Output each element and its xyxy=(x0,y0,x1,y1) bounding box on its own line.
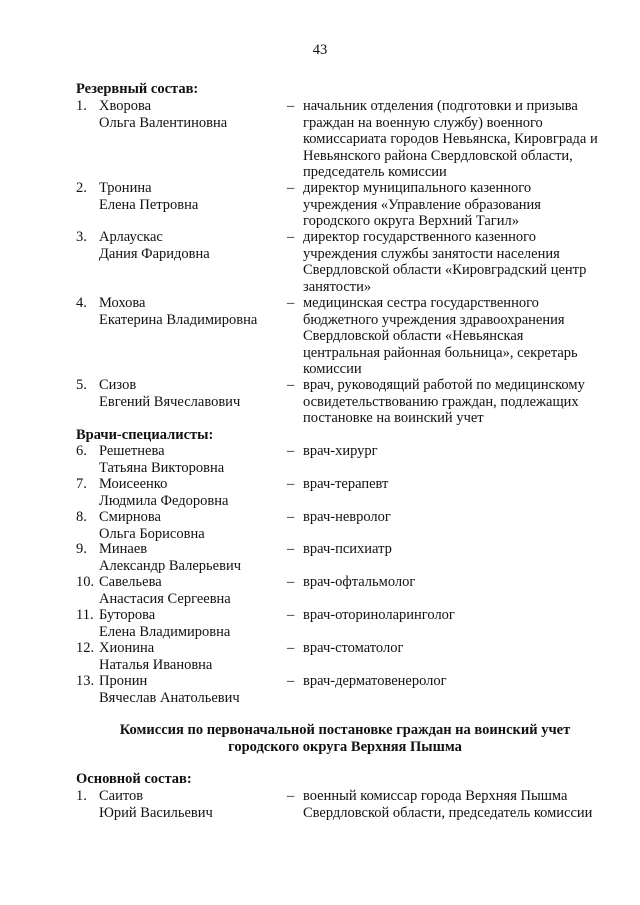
item-number: 1. xyxy=(76,98,87,114)
position-description xyxy=(303,98,623,181)
desc-line: начальник отделения (подготовки и призыва xyxy=(303,98,578,114)
desc-line: комиссии xyxy=(303,361,362,377)
dash: – xyxy=(287,443,295,459)
desc-line: председатель комиссии xyxy=(303,164,447,180)
person-name xyxy=(99,180,289,213)
dash: – xyxy=(287,98,295,114)
desc-line: учреждения «Управление образования xyxy=(303,196,541,213)
person-name xyxy=(99,476,289,509)
given-names: Александр Валерьевич xyxy=(99,557,241,574)
desc-line: граждан на военную службу) военного xyxy=(303,114,543,131)
desc-line: врач, руководящий работой по медицинскому xyxy=(303,377,585,393)
item-number: 13. xyxy=(76,673,95,689)
position-description xyxy=(303,574,623,591)
desc-line: врач-психиатр xyxy=(303,541,392,557)
dash: – xyxy=(287,541,295,557)
desc-line: врач-хирург xyxy=(303,443,378,459)
desc-line: врач-терапевт xyxy=(303,476,389,492)
position-description xyxy=(303,443,623,460)
person-name xyxy=(99,640,289,673)
dash: – xyxy=(287,476,295,492)
position-description xyxy=(303,229,623,295)
person-name xyxy=(99,377,289,410)
item-number: 3. xyxy=(76,229,87,245)
person-name xyxy=(99,509,289,542)
dash: – xyxy=(287,640,295,656)
person-name xyxy=(99,229,289,262)
page-number: 43 xyxy=(312,42,328,58)
surname: Пронин xyxy=(99,673,148,689)
given-names: Ольга Борисовна xyxy=(99,525,205,542)
desc-line: военный комиссар города Верхняя Пышма xyxy=(303,788,568,804)
position-description xyxy=(303,673,623,690)
person-name xyxy=(99,673,289,706)
item-number: 9. xyxy=(76,541,87,557)
given-names: Юрий Васильевич xyxy=(99,804,213,821)
surname: Тронина xyxy=(99,180,152,196)
given-names: Татьяна Викторовна xyxy=(99,459,225,476)
item-number: 5. xyxy=(76,377,87,393)
position-description xyxy=(303,377,623,427)
desc-line: комиссариата городов Невьянска, Кировграда и xyxy=(303,131,598,147)
given-names: Дания Фаридовна xyxy=(99,245,210,262)
item-number: 12. xyxy=(76,640,95,656)
surname: Моисеенко xyxy=(99,476,168,492)
surname: Смирнова xyxy=(99,509,161,525)
position-description xyxy=(303,788,623,821)
item-number: 7. xyxy=(76,476,87,492)
given-names: Ольга Валентиновна xyxy=(99,114,228,131)
position-description xyxy=(303,295,623,378)
dash: – xyxy=(287,377,295,393)
desc-line: врач-стоматолог xyxy=(303,640,404,656)
surname: Сизов xyxy=(99,377,137,393)
dash: – xyxy=(287,788,295,804)
dash: – xyxy=(287,607,295,623)
desc-line: постановке на воинский учет xyxy=(303,410,484,426)
main-section-title: Основной состав: xyxy=(76,771,192,787)
item-number: 1. xyxy=(76,788,87,804)
surname: Савельева xyxy=(99,574,162,590)
position-description xyxy=(303,541,623,558)
surname: Хворова xyxy=(99,98,152,114)
desc-line: врач-невролог xyxy=(303,509,391,525)
person-name xyxy=(99,574,289,607)
person-name xyxy=(99,607,289,640)
dash: – xyxy=(287,673,295,689)
item-number: 4. xyxy=(76,295,87,311)
given-names: Елена Петровна xyxy=(99,196,199,213)
doctors-section-title: Врачи-специалисты: xyxy=(76,427,214,443)
position-description xyxy=(303,509,623,526)
surname: Саитов xyxy=(99,788,144,804)
item-number: 10. xyxy=(76,574,95,590)
desc-line: Невьянского района Свердловской области, xyxy=(303,147,573,164)
surname: Буторова xyxy=(99,607,156,623)
person-name xyxy=(99,98,289,131)
desc-line: Свердловской области «Невьянская xyxy=(303,328,524,344)
desc-line: Свердловской области «Кировградский центр xyxy=(303,262,587,278)
position-description xyxy=(303,476,623,493)
position-description xyxy=(303,640,623,657)
item-number: 2. xyxy=(76,180,87,196)
given-names: Вячеслав Анатольевич xyxy=(99,689,240,706)
desc-line: медицинская сестра государственного xyxy=(303,295,539,311)
surname: Минаев xyxy=(99,541,148,557)
position-description xyxy=(303,180,623,230)
desc-line: врач-оториноларинголог xyxy=(303,607,455,623)
item-number: 6. xyxy=(76,443,87,459)
desc-line: центральная районная больница», секретарь xyxy=(303,344,578,361)
desc-line: городского округа Верхний Тагил» xyxy=(303,213,519,229)
dash: – xyxy=(287,180,295,196)
desc-line: бюджетного учреждения здравоохранения xyxy=(303,311,565,328)
given-names: Екатерина Владимировна xyxy=(99,311,258,328)
given-names: Евгений Вячеславович xyxy=(99,393,241,410)
commission-title xyxy=(60,722,630,755)
surname: Решетнева xyxy=(99,443,165,459)
person-name xyxy=(99,295,289,328)
person-name xyxy=(99,443,289,476)
commission-title-line: городского округа Верхняя Пышма xyxy=(228,738,462,755)
dash: – xyxy=(287,295,295,311)
person-name xyxy=(99,788,289,821)
person-name xyxy=(99,541,289,574)
dash: – xyxy=(287,574,295,590)
dash: – xyxy=(287,509,295,525)
surname: Арлаускас xyxy=(99,229,163,245)
dash: – xyxy=(287,229,295,245)
given-names: Наталья Ивановна xyxy=(99,656,213,673)
given-names: Людмила Федоровна xyxy=(99,492,229,509)
desc-line: директор муниципального казенного xyxy=(303,180,532,196)
given-names: Елена Владимировна xyxy=(99,623,231,640)
desc-line: занятости» xyxy=(303,278,372,295)
surname: Хионина xyxy=(99,640,155,656)
surname: Мохова xyxy=(99,295,146,311)
commission-title-line: Комиссия по первоначальной постановке граждан на воинский учет xyxy=(119,722,571,738)
desc-line: директор государственного казенного xyxy=(303,229,537,245)
desc-line: врач-дерматовенеролог xyxy=(303,673,447,689)
reserve-section-title: Резервный состав: xyxy=(76,81,199,97)
desc-line: врач-офтальмолог xyxy=(303,574,416,590)
position-description xyxy=(303,607,623,624)
desc-line: Свердловской области, председатель комиссии xyxy=(303,804,593,821)
desc-line: освидетельствованию граждан, подлежащих xyxy=(303,393,579,410)
item-number: 11. xyxy=(76,607,94,623)
item-number: 8. xyxy=(76,509,87,525)
given-names: Анастасия Сергеевна xyxy=(99,590,231,607)
desc-line: учреждения службы занятости населения xyxy=(303,245,560,262)
